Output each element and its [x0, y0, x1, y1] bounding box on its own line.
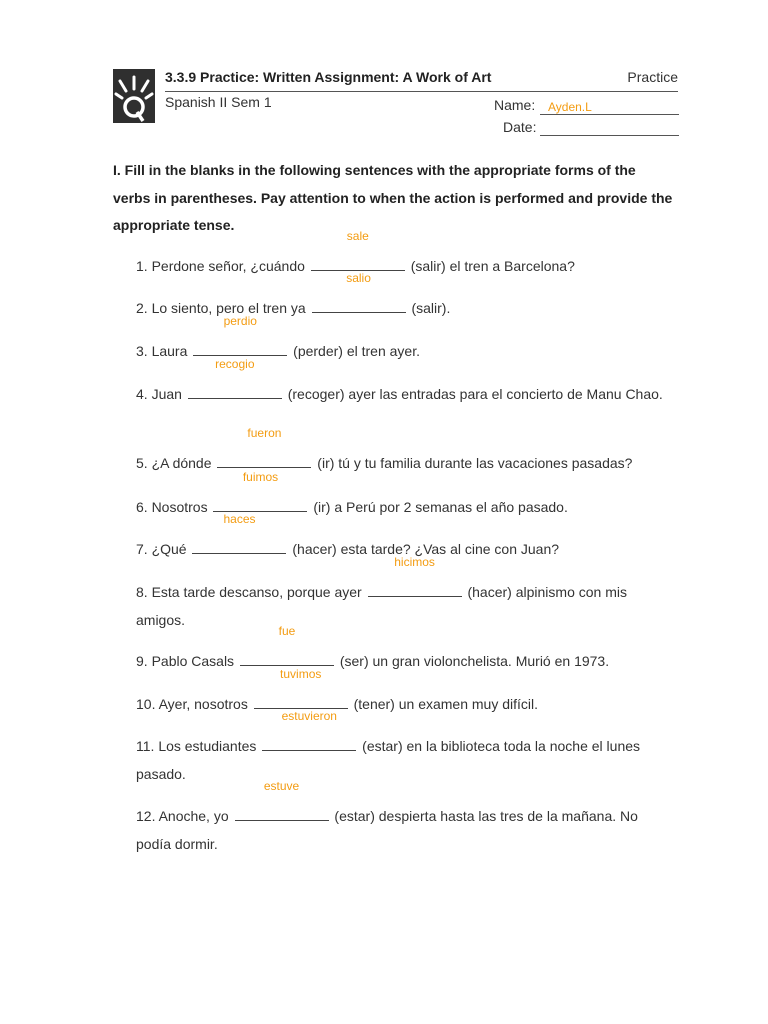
name-label: Name:	[494, 97, 536, 113]
question-text: 4. Juan	[136, 386, 182, 402]
question-text: (salir).	[411, 300, 451, 316]
school-logo-icon	[113, 69, 155, 123]
instructions: I. Fill in the blanks in the following sentences with the appropriate forms of the verbs in parentheses. Pay attention to when the action is performed and provide the appropriate tense.	[113, 162, 673, 233]
date-underline	[540, 135, 679, 136]
question-text: (ser) un gran violonchelista. Murió en 1973.	[339, 653, 610, 669]
question-text: 6. Nosotros	[136, 499, 208, 515]
question-text: 2. Lo siento, pero el tren ya	[136, 300, 306, 316]
answer-text: estuve	[263, 779, 300, 793]
question-text: (hacer) esta tarde? ¿Vas al cine con Juan?	[292, 541, 560, 557]
question-item	[136, 555, 676, 634]
answer-blank[interactable]	[262, 709, 356, 751]
answer-blank[interactable]	[188, 357, 282, 399]
question-text: 7. ¿Qué	[136, 541, 187, 557]
question-text: 1. Perdone señor, ¿cuándo	[136, 258, 305, 274]
question-text: (tener) un examen muy difícil.	[353, 696, 539, 712]
answer-text: salio	[346, 271, 371, 285]
answer-blank[interactable]	[217, 426, 311, 468]
answer-text: fuimos	[242, 470, 279, 484]
answer-blank[interactable]	[213, 470, 307, 512]
question-text: (estar) en la biblioteca toda la noche el lunes pasado.	[136, 738, 641, 782]
question-item	[136, 229, 676, 281]
answer-text: recogio	[215, 357, 255, 371]
answer-text: perdio	[223, 314, 257, 328]
question-text: 8. Esta tarde descanso, porque ayer	[136, 584, 362, 600]
question-item	[136, 357, 676, 409]
question-text: 3. Laura	[136, 343, 188, 359]
question-text: (hacer) alpinismo con mis amigos.	[136, 584, 627, 628]
answer-blank[interactable]	[311, 229, 405, 271]
name-field[interactable]: Ayden.L	[548, 100, 592, 114]
question-text: 12. Anoche, yo	[136, 808, 229, 824]
question-text: 11. Los estudiantes	[136, 738, 257, 754]
answer-text: fueron	[247, 426, 282, 440]
question-text: 5. ¿A dónde	[136, 455, 212, 471]
course-name: Spanish II Sem 1	[165, 94, 272, 110]
answer-text: tuvimos	[280, 667, 322, 681]
answer-text: hicimos	[394, 555, 435, 569]
answer-text: haces	[223, 512, 256, 526]
question-item	[136, 709, 676, 788]
question-text: (perder) el tren ayer.	[293, 343, 420, 359]
question-text: 9. Pablo Casals	[136, 653, 235, 669]
answer-blank[interactable]	[368, 555, 462, 597]
answer-blank[interactable]	[235, 779, 329, 821]
question-text: (recoger) ayer las entradas para el concierto de Manu Chao.	[287, 386, 663, 402]
question-text: 10. Ayer, nosotros	[136, 696, 248, 712]
answer-text: sale	[346, 229, 369, 243]
question-text: (estar) despierta hasta las tres de la mañana. No podía dormir.	[136, 808, 638, 852]
question-item	[136, 667, 676, 719]
question-item	[136, 624, 676, 676]
answer-text: estuvieron	[281, 709, 337, 723]
question-item	[136, 779, 676, 858]
assignment-title: 3.3.9 Practice: Written Assignment: A Work of Art	[165, 69, 492, 85]
answer-blank[interactable]	[254, 667, 348, 709]
header-divider	[165, 91, 678, 92]
question-text: (ir) tú y tu familia durante las vacaciones pasadas?	[317, 455, 633, 471]
date-label: Date:	[503, 119, 537, 135]
name-underline	[540, 114, 679, 115]
question-text: (salir) el tren a Barcelona?	[410, 258, 575, 274]
question-text: (ir) a Perú por 2 semanas el año pasado.	[313, 499, 568, 515]
answer-blank[interactable]	[193, 314, 287, 356]
answer-blank[interactable]	[192, 512, 286, 554]
assignment-type-label: Practice	[627, 69, 678, 85]
answer-blank[interactable]	[312, 271, 406, 313]
answer-text: fue	[278, 624, 296, 638]
answer-blank[interactable]	[240, 624, 334, 666]
